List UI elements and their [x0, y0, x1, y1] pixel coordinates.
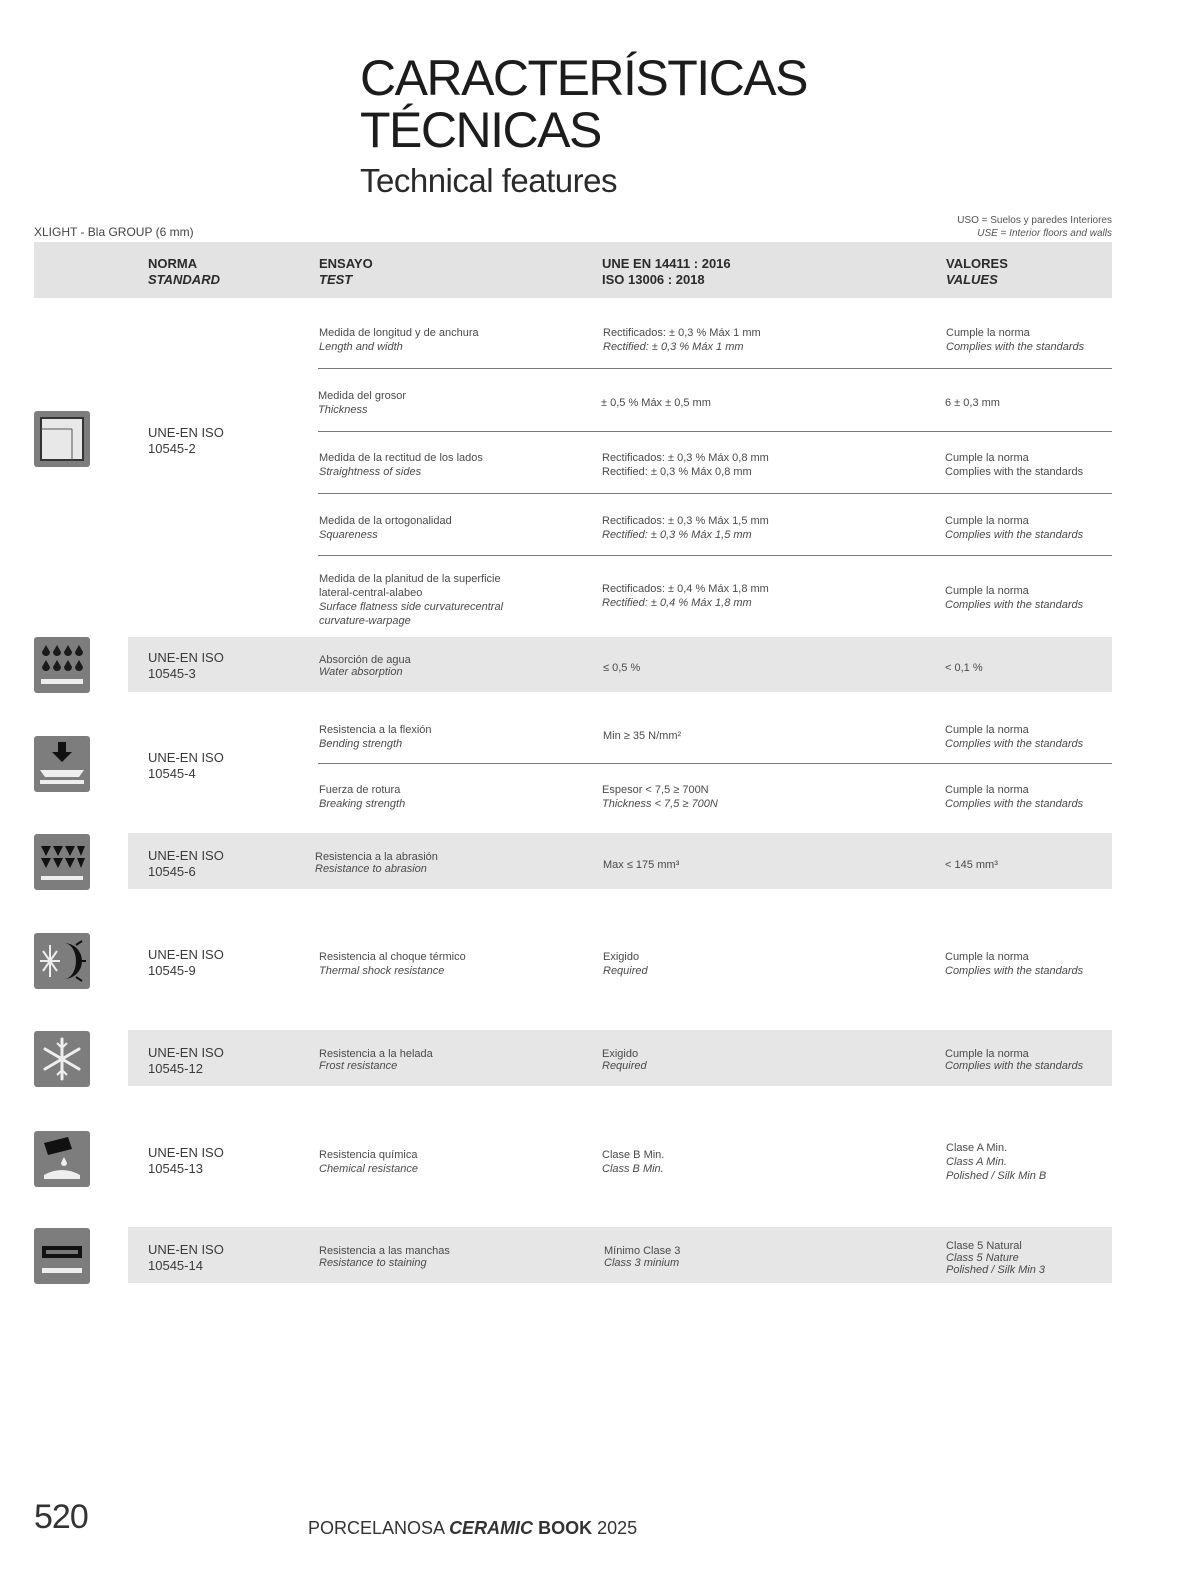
une-cell: Rectificados: ± 0,3 % Máx 1 mm Rectified: ± 0,3 % Máx 1 mm: [603, 327, 761, 353]
staining-icon: [34, 1228, 90, 1284]
une-cell: Rectificados: ± 0,3 % Máx 1,5 mm Rectified: ± 0,3 % Máx 1,5 mm: [602, 515, 769, 541]
dimensions-icon: [34, 411, 90, 467]
une-cell: Max ≤ 175 mm³: [603, 859, 680, 871]
test-cell: Resistencia a la helada Frost resistance: [319, 1048, 433, 1072]
une-cell: Espesor < 7,5 ≥ 700N Thickness < 7,5 ≥ 700N: [602, 784, 718, 810]
header-ensayo: [319, 256, 373, 288]
test-cell: Medida de la ortogonalidad Squareness: [319, 515, 452, 541]
header-norma-en: STANDARD: [148, 272, 220, 287]
value-cell: 6 ± 0,3 mm: [945, 397, 1000, 409]
norma-10545-2: UNE-EN ISO 10545-2: [148, 425, 224, 456]
page-number: 520: [34, 1498, 88, 1536]
test-cell: Resistencia a la flexión Bending strength: [319, 724, 432, 750]
test-cell: Absorción de agua Water absorption: [319, 654, 411, 678]
row-divider: [318, 431, 1112, 432]
norma-10545-13: UNE-EN ISO 10545-13: [148, 1145, 224, 1176]
value-cell: Cumple la norma Complies with the standards: [946, 327, 1085, 353]
une-cell: Rectificados: ± 0,4 % Máx 1,8 mm Rectified: ± 0,4 % Máx 1,8 mm: [602, 583, 769, 609]
usage-note-en: USE = Interior floors and walls: [977, 228, 1112, 239]
norma-10545-14: UNE-EN ISO 10545-14: [148, 1242, 224, 1273]
usage-note: [957, 214, 1112, 240]
header-valores-en: VALUES: [946, 272, 998, 287]
abrasion-icon: [34, 834, 90, 890]
norma-10545-4: UNE-EN ISO 10545-4: [148, 750, 224, 781]
chemical-icon: [34, 1131, 90, 1187]
header-une-line1: UNE EN 14411 : 2016: [602, 256, 731, 271]
value-cell: Cumple la norma Complies with the standards: [945, 724, 1084, 750]
test-cell: Medida del grosor Thickness: [318, 390, 407, 416]
usage-note-es: USO = Suelos y paredes Interiores: [957, 215, 1112, 226]
thermal-shock-icon: [34, 933, 90, 989]
une-cell: ± 0,5 % Máx ± 0,5 mm: [601, 397, 711, 409]
frost-icon: [34, 1031, 90, 1087]
header-ensayo-en: TEST: [319, 272, 353, 287]
water-absorption-icon: [34, 637, 90, 693]
norma-10545-9: UNE-EN ISO 10545-9: [148, 947, 224, 978]
row-divider: [318, 763, 1112, 764]
test-cell: Fuerza de rotura Breaking strength: [319, 784, 406, 810]
une-cell: Mínimo Clase 3 Class 3 minium: [604, 1245, 681, 1269]
norma-10545-12: UNE-EN ISO 10545-12: [148, 1045, 224, 1076]
value-cell: Clase 5 Natural Class 5 Nature Polished / Silk Min 3: [946, 1240, 1046, 1276]
norma-10545-6: UNE-EN ISO 10545-6: [148, 848, 224, 879]
page-title: CARACTERÍSTICAS TÉCNICAS: [360, 50, 808, 158]
row-divider: [318, 555, 1112, 556]
header-valores-es: VALORES: [946, 256, 1008, 271]
header-valores: [946, 256, 1008, 288]
footer-brand: [308, 1518, 637, 1539]
footer-book: BOOK: [538, 1518, 593, 1538]
test-cell: Resistencia a las manchas Resistance to staining: [319, 1245, 450, 1269]
value-cell: Clase A Min. Class A Min. Polished / Silk Min B: [946, 1142, 1047, 1182]
header-norma: [148, 256, 220, 288]
value-cell: < 145 mm³: [945, 859, 998, 871]
test-cell: Resistencia al choque térmico Thermal shock resistance: [319, 951, 466, 977]
product-label: XLIGHT - Bla GROUP (6 mm): [34, 225, 194, 239]
test-cell: Resistencia a la abrasión Resistance to abrasion: [315, 851, 438, 875]
value-cell: Cumple la norma Complies with the standards: [945, 515, 1084, 541]
page-subtitle: Technical features: [360, 162, 617, 199]
une-cell: Exigido Required: [602, 1048, 647, 1072]
test-cell: Medida de la rectitud de los lados Straightness of sides: [319, 452, 483, 478]
une-cell: ≤ 0,5 %: [603, 662, 641, 674]
value-cell: Cumple la norma Complies with the standards: [945, 951, 1084, 977]
value-cell: Cumple la norma Complies with the standards: [945, 452, 1084, 478]
test-cell: Medida de la planitud de la superficie lateral-central-alabeo Surface flatness side curvaturecentral curvature-warpage: [319, 573, 504, 627]
header-une-line2: ISO 13006 : 2018: [602, 272, 705, 287]
test-cell: Resistencia química Chemical resistance: [319, 1149, 419, 1175]
value-cell: Cumple la norma Complies with the standards: [945, 585, 1084, 611]
value-cell: Cumple la norma Complies with the standards: [945, 784, 1084, 810]
value-cell: Cumple la norma Complies with the standards: [945, 1048, 1084, 1072]
test-cell: Medida de longitud y de anchura Length and width: [319, 327, 479, 353]
footer-ceramic: CERAMIC: [449, 1518, 534, 1538]
header-ensayo-es: ENSAYO: [319, 256, 373, 271]
row-divider: [318, 493, 1112, 494]
header-norma-es: NORMA: [148, 256, 198, 271]
une-cell: Clase B Min. Class B Min.: [602, 1149, 665, 1175]
row-divider: [318, 368, 1112, 369]
une-cell: Rectificados: ± 0,3 % Máx 0,8 mm Rectified: ± 0,3 % Máx 0,8 mm: [602, 452, 769, 478]
norma-10545-3: UNE-EN ISO 10545-3: [148, 650, 224, 681]
une-cell: Min ≥ 35 N/mm²: [603, 730, 682, 742]
header-une: [602, 256, 731, 288]
value-cell: < 0,1 %: [945, 662, 983, 674]
une-cell: Exigido Required: [603, 951, 648, 977]
footer-porcelanosa: PORCELANOSA: [308, 1518, 445, 1538]
footer-year: 2025: [597, 1518, 638, 1538]
bending-strength-icon: [34, 736, 90, 792]
